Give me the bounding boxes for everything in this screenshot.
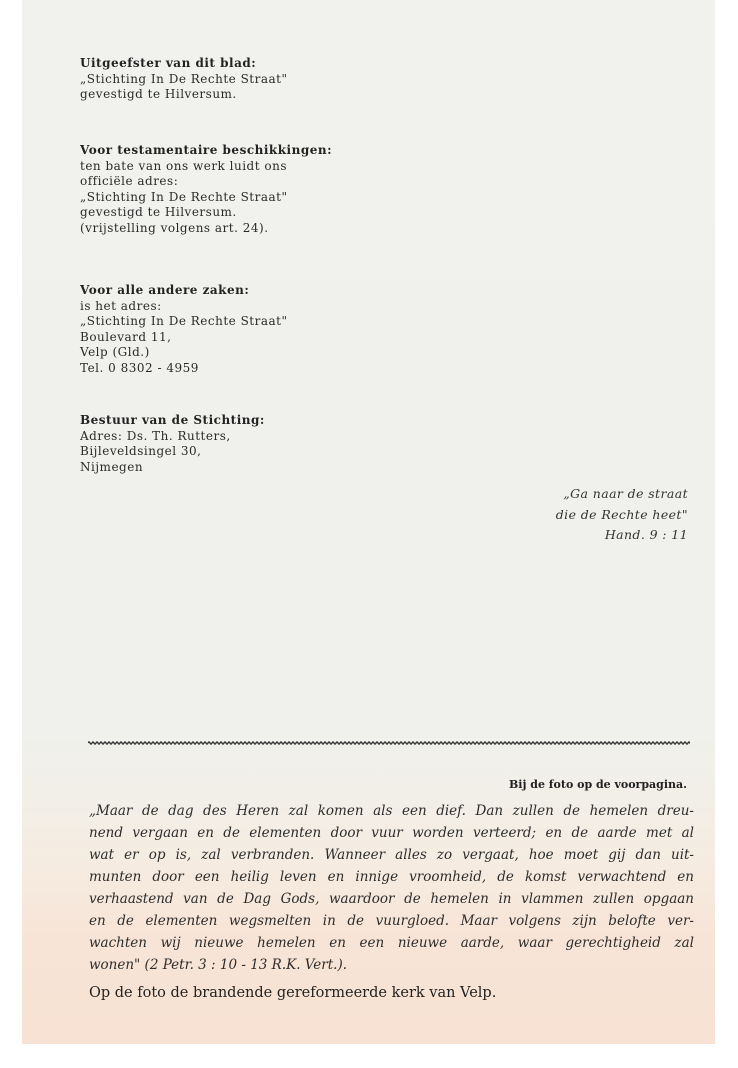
- testamentary-line: „Stichting In De Rechte Straat": [80, 189, 288, 204]
- page: [22, 0, 715, 1044]
- board-line: Nijmegen: [80, 459, 144, 474]
- other-matters-line: is het adres:: [80, 298, 162, 313]
- board-block: [80, 413, 265, 475]
- publisher-line: gevestigd te Hilversum.: [80, 87, 237, 102]
- other-matters-line: Velp (Gld.): [80, 345, 150, 360]
- other-matters-line: Boulevard 11,: [80, 329, 172, 344]
- caption-title: Bij de foto op de voorpagina.: [508, 778, 687, 791]
- other-matters-line: „Stichting In De Rechte Straat": [80, 314, 288, 329]
- quote-line: die de Rechte heet": [555, 506, 688, 522]
- publisher-block: [80, 56, 288, 103]
- publisher-line: „Stichting In De Rechte Straat": [80, 71, 288, 86]
- testamentary-line: officiële adres:: [80, 174, 179, 189]
- other-matters-line: Tel. 0 8302 - 4959: [80, 360, 199, 375]
- board-line: Adres: Ds. Th. Rutters,: [80, 428, 231, 443]
- testamentary-heading: Voor testamentaire beschikkingen:: [80, 143, 332, 157]
- scripture-passage: [89, 800, 694, 976]
- wavy-divider: [88, 740, 690, 746]
- quote-line: „Ga naar de straat: [563, 486, 688, 501]
- bible-quote: [556, 484, 688, 546]
- passage-line: wachten wij nieuwe hemelen en een nieuwe aarde, waar gerechtigheid zal: [89, 935, 694, 951]
- testamentary-line: gevestigd te Hilversum.: [80, 205, 237, 220]
- passage-line: „Maar de dag des Heren zal komen als een dief. Dan zullen de hemelen dreu-: [89, 803, 694, 819]
- board-line: Bijleveldsingel 30,: [80, 444, 202, 459]
- photo-note: Op de foto de brandende gereformeerde kerk van Velp.: [89, 985, 497, 1001]
- testamentary-block: [80, 143, 332, 237]
- other-matters-block: [80, 283, 288, 377]
- passage-line: verhaastend van de Dag Gods, waardoor de hemelen in vlammen zullen opgaan: [89, 891, 694, 907]
- passage-line: en de elementen wegsmelten in de vuurgloed. Maar volgens zijn belofte ver-: [89, 913, 694, 929]
- quote-reference: Hand. 9 : 11: [604, 527, 688, 542]
- passage-line: nend vergaan en de elementen door vuur worden verteerd; en de aarde met al: [89, 825, 694, 841]
- passage-line: wonen" (2 Petr. 3 : 10 - 13 R.K. Vert.).: [89, 957, 348, 973]
- other-matters-heading: Voor alle andere zaken:: [80, 283, 250, 297]
- board-heading: Bestuur van de Stichting:: [80, 413, 265, 427]
- publisher-heading: Uitgeefster van dit blad:: [80, 56, 257, 70]
- passage-line: wat er op is, zal verbranden. Wanneer alles zo vergaat, hoe moet gij dan uit-: [89, 847, 694, 863]
- passage-line: munten door een heilig leven en innige vroomheid, de komst verwachtend en: [89, 869, 694, 885]
- testamentary-line: ten bate van ons werk luidt ons: [80, 158, 287, 173]
- testamentary-line: (vrijstelling volgens art. 24).: [80, 220, 269, 235]
